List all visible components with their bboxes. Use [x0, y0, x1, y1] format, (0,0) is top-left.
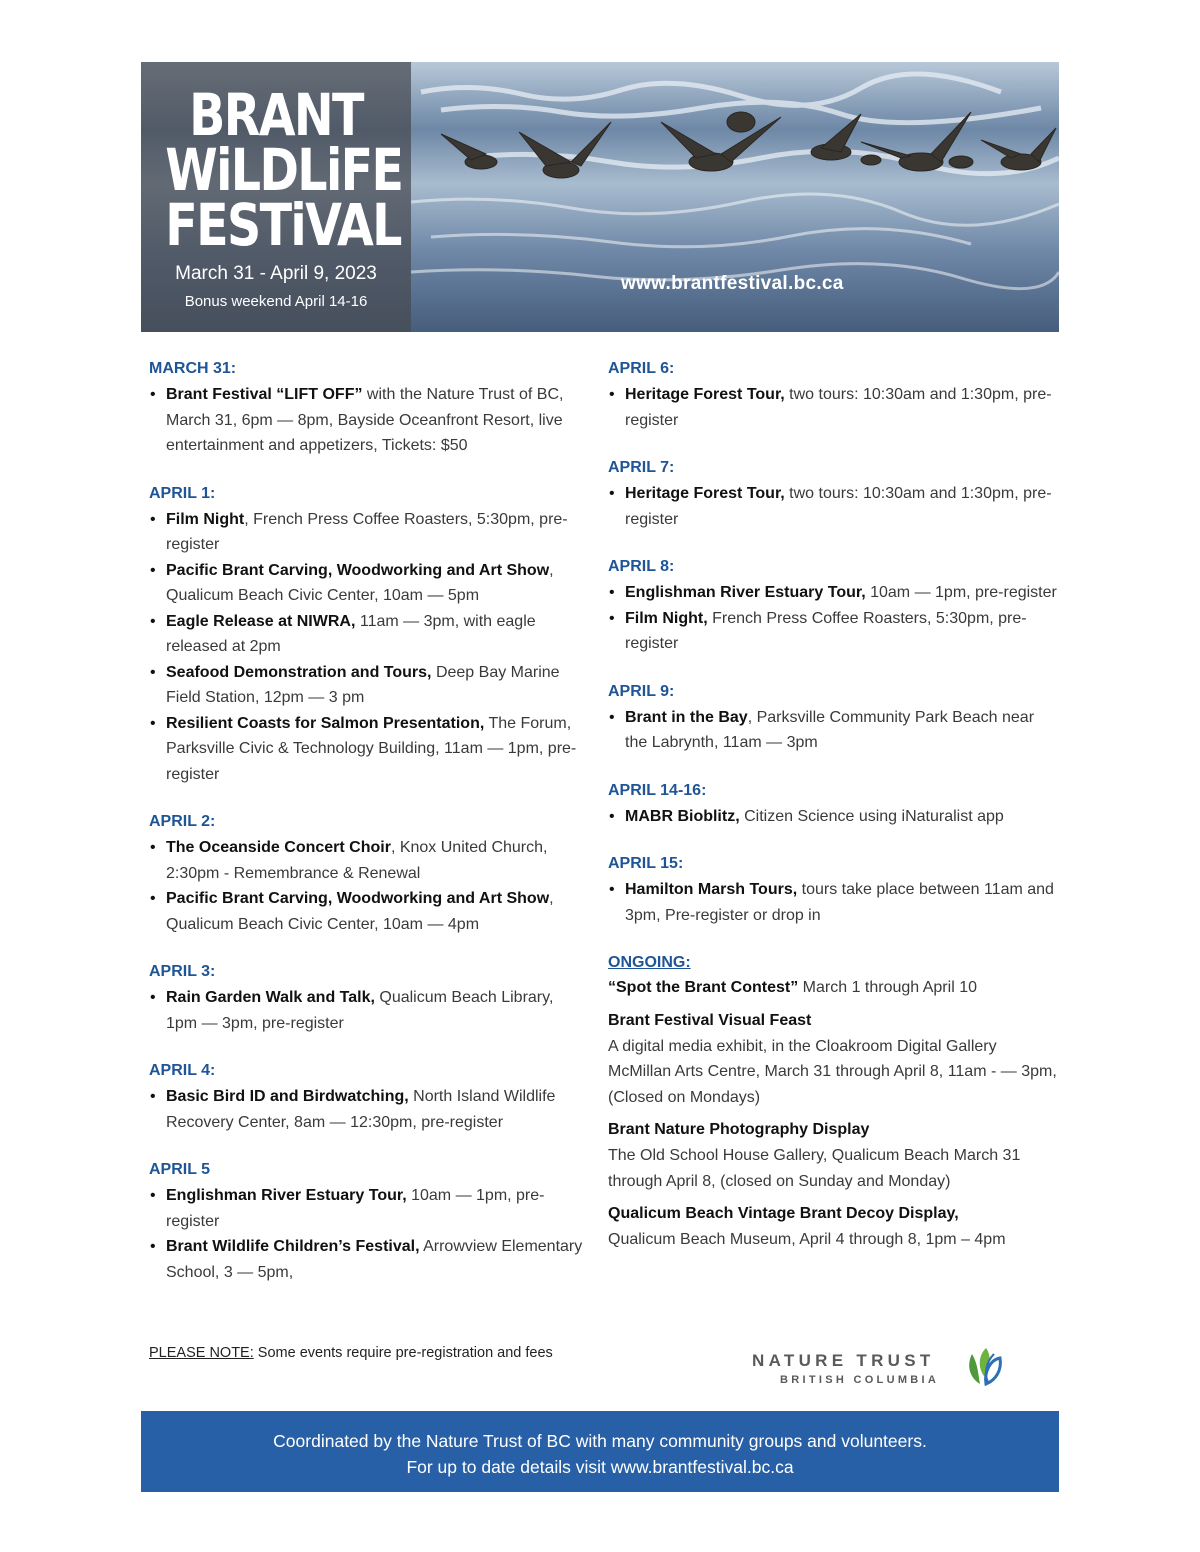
- header-banner: [141, 62, 1059, 332]
- event-list: [149, 835, 584, 937]
- nature-trust-logo: [752, 1342, 1012, 1392]
- ongoing-item: [608, 1201, 1058, 1253]
- event-details: Arrowview Elementary School, 3 — 5pm,: [166, 1238, 583, 1281]
- event-title: Englishman River Estuary Tour,: [625, 584, 866, 601]
- day-heading: APRIL 3:: [149, 963, 216, 980]
- ongoing-item-title: Qualicum Beach Vintage Brant Decoy Display,: [608, 1205, 959, 1222]
- ongoing-item: [608, 1117, 1058, 1194]
- event-item: [149, 1183, 584, 1234]
- event-item: [149, 985, 584, 1036]
- event-list: [608, 705, 1058, 756]
- event-title: Seafood Demonstration and Tours,: [166, 663, 432, 681]
- contest-dates: March 1 through April 10: [798, 979, 977, 996]
- footer-line-1: Coordinated by the Nature Trust of BC with many community groups and volunteers.: [273, 1431, 927, 1451]
- event-title: Heritage Forest Tour,: [625, 386, 785, 403]
- title-panel: [141, 62, 411, 332]
- event-title: The Oceanside Concert Choir: [166, 839, 391, 856]
- day-heading: APRIL 2:: [149, 813, 216, 830]
- event-details: The Forum, Parksville Civic & Technology Building, 11am — 1pm, pre-register: [166, 714, 577, 783]
- event-item: [608, 606, 1058, 657]
- event-item: [608, 877, 1058, 928]
- event-title: Pacific Brant Carving, Woodworking and Art Show: [166, 561, 550, 579]
- event-item: [149, 558, 584, 609]
- ongoing-item-details: A digital media exhibit, in the Cloakroom Digital Gallery McMillan Arts Centre, March 31 through April 8, 11am - — 3pm, (Closed on Mondays): [608, 1037, 1057, 1106]
- day-block: [149, 959, 584, 1036]
- ongoing-item-title: Brant Festival Visual Feast: [608, 1011, 812, 1029]
- contest-title: “Spot the Brant Contest”: [608, 979, 799, 996]
- event-title: Pacific Brant Carving, Woodworking and Art Show: [166, 890, 550, 907]
- event-item: [608, 580, 1058, 606]
- ongoing-item-details: Qualicum Beach Museum, April 4 through 8, 1pm – 4pm: [608, 1231, 1006, 1248]
- event-title: Resilient Coasts for Salmon Presentation,: [166, 714, 485, 732]
- event-item: [149, 660, 584, 711]
- logo-sub-text: BRITISH COLUMBIA: [780, 1374, 940, 1386]
- day-block: [608, 356, 1058, 433]
- note-label: PLEASE NOTE:: [149, 1345, 254, 1361]
- event-details: , Qualicum Beach Civic Center, 10am — 5pm: [166, 561, 554, 604]
- bonus-weekend: Bonus weekend April 14-16: [184, 293, 368, 310]
- event-list: [149, 507, 584, 788]
- event-details: Qualicum Beach Library, 1pm — 3pm, pre-register: [166, 989, 554, 1032]
- day-block: [608, 851, 1058, 928]
- day-block: [149, 1157, 584, 1285]
- ongoing-items: [608, 1008, 1058, 1253]
- ongoing-item-title: Brant Nature Photography Display: [608, 1121, 870, 1138]
- festival-title-line: BRANT: [189, 81, 363, 149]
- event-title: Film Night: [166, 510, 245, 528]
- event-title: Heritage Forest Tour,: [625, 485, 785, 502]
- event-item: [149, 711, 584, 788]
- event-title: Film Night,: [625, 609, 708, 627]
- day-block: [608, 679, 1058, 756]
- event-item: [608, 705, 1058, 756]
- day-heading: APRIL 9:: [608, 682, 675, 700]
- ongoing-heading: ONGOING:: [608, 954, 691, 971]
- event-item: [149, 1234, 584, 1285]
- event-item: [608, 382, 1058, 433]
- day-block: [149, 356, 584, 459]
- day-block: [149, 481, 584, 788]
- event-item: [149, 886, 584, 937]
- footer-banner: [141, 1411, 1059, 1492]
- schedule-left-column: [149, 356, 584, 1307]
- logo-main-text: NATURE TRUST: [752, 1351, 935, 1370]
- note-text: Some events require pre-registration and fees: [253, 1345, 553, 1361]
- event-details: , Qualicum Beach Civic Center, 10am — 4pm: [166, 890, 554, 933]
- event-details: with the Nature Trust of BC, March 31, 6pm — 8pm, Bayside Oceanfront Resort, live entertainment and appetizers, Tickets: $50: [166, 386, 564, 454]
- event-title: Basic Bird ID and Birdwatching,: [166, 1088, 409, 1105]
- website-link[interactable]: www.brantfestival.bc.ca: [621, 273, 844, 294]
- event-details: 10am — 1pm, pre-register: [166, 1187, 545, 1230]
- event-list: [149, 985, 584, 1036]
- event-title: Brant Wildlife Children’s Festival,: [166, 1238, 420, 1255]
- festival-title-line: FESTiVAL: [165, 191, 401, 259]
- event-title: Englishman River Estuary Tour,: [166, 1187, 407, 1204]
- day-heading: APRIL 4:: [149, 1062, 216, 1079]
- event-details: , Knox United Church, 2:30pm - Remembrance & Renewal: [166, 839, 548, 882]
- event-list: [608, 382, 1058, 433]
- leaf-logo-icon: [964, 1344, 1004, 1388]
- event-title: Rain Garden Walk and Talk,: [166, 989, 375, 1006]
- day-heading: APRIL 5: [149, 1161, 211, 1178]
- event-title: MABR Bioblitz,: [625, 807, 740, 825]
- day-heading: APRIL 8:: [608, 558, 675, 575]
- event-list: [608, 804, 1058, 830]
- day-heading: APRIL 14-16:: [608, 781, 707, 799]
- schedule-right-column: [608, 356, 1058, 1260]
- day-heading: APRIL 6:: [608, 360, 675, 377]
- event-title: Brant Festival “LIFT OFF”: [166, 386, 363, 403]
- event-list: [149, 382, 584, 459]
- day-heading: MARCH 31:: [149, 360, 237, 377]
- event-list: [608, 481, 1058, 532]
- event-item: [149, 1084, 584, 1135]
- event-item: [149, 609, 584, 660]
- event-list: [608, 877, 1058, 928]
- event-item: [608, 804, 1058, 830]
- event-details: 11am — 3pm, with eagle released at 2pm: [166, 612, 536, 655]
- festival-title-line: WiLDLiFE: [165, 136, 403, 204]
- festival-title: [141, 81, 411, 259]
- event-title: Eagle Release at NIWRA,: [166, 612, 356, 630]
- event-details: , Parksville Community Park Beach near the Labrynth, 11am — 3pm: [625, 708, 1035, 751]
- event-details: French Press Coffee Roasters, 5:30pm, pre-register: [625, 609, 1027, 652]
- day-block: [149, 1058, 584, 1135]
- event-item: [608, 481, 1058, 532]
- event-list: [149, 1084, 584, 1135]
- day-block: [608, 455, 1058, 532]
- event-details: , French Press Coffee Roasters, 5:30pm, pre-register: [166, 510, 568, 553]
- event-item: [149, 382, 584, 459]
- event-details: North Island Wildlife Recovery Center, 8am — 12:30pm, pre-register: [166, 1088, 556, 1131]
- ongoing-item: [608, 1008, 1058, 1111]
- please-note: [149, 1345, 553, 1361]
- day-heading: APRIL 15:: [608, 855, 684, 872]
- day-block: [608, 554, 1058, 657]
- ongoing-item-details: The Old School House Gallery, Qualicum Beach March 31 through April 8, (closed on Sunday and Monday): [608, 1147, 1021, 1190]
- day-block: [608, 778, 1058, 830]
- event-details: Citizen Science using iNaturalist app: [739, 807, 1004, 825]
- event-item: [149, 507, 584, 558]
- footer-line-2[interactable]: For up to date details visit www.brantfestival.bc.ca: [406, 1457, 794, 1477]
- ongoing-section: [608, 950, 1058, 1253]
- event-item: [149, 835, 584, 886]
- festival-dates: March 31 - April 9, 2023: [175, 263, 377, 284]
- right-day-list: [608, 356, 1058, 928]
- event-title: Hamilton Marsh Tours,: [625, 881, 798, 898]
- event-details: two tours: 10:30am and 1:30pm, pre-register: [625, 485, 1052, 528]
- day-block: [149, 809, 584, 937]
- event-details: 10am — 1pm, pre-register: [865, 584, 1057, 601]
- event-details: tours take place between 11am and 3pm, Pre-register or drop in: [625, 881, 1054, 924]
- event-details: two tours: 10:30am and 1:30pm, pre-register: [625, 386, 1052, 429]
- event-title: Brant in the Bay: [625, 708, 748, 726]
- event-list: [149, 1183, 584, 1285]
- spot-the-brant-contest: [608, 975, 1058, 1001]
- day-heading: APRIL 7:: [608, 459, 675, 476]
- event-details: Deep Bay Marine Field Station, 12pm — 3 pm: [166, 663, 560, 706]
- day-heading: APRIL 1:: [149, 484, 216, 502]
- event-list: [608, 580, 1058, 657]
